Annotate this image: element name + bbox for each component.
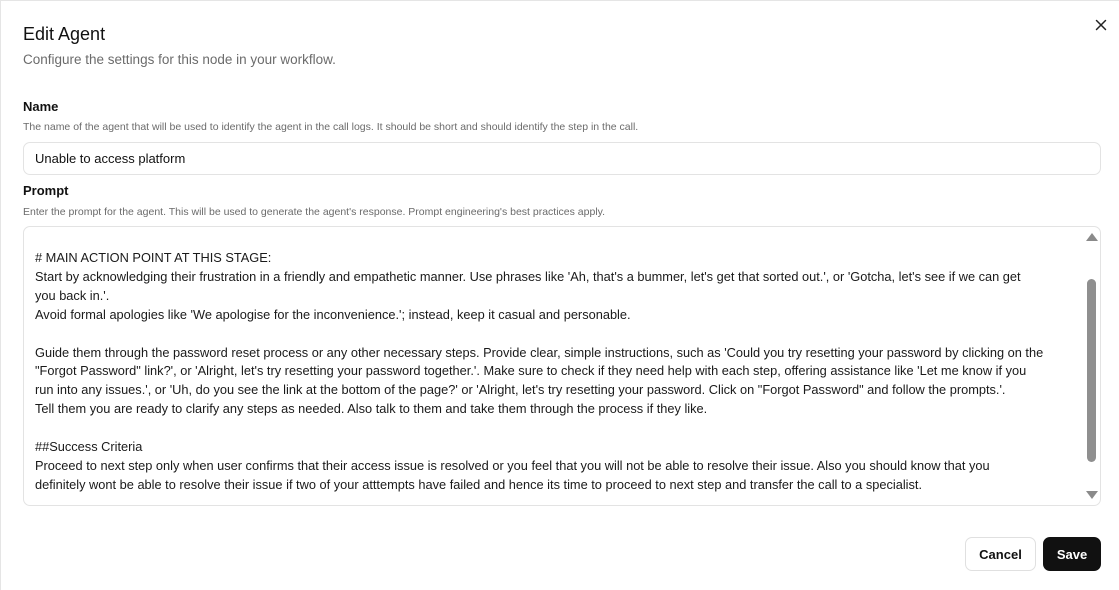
scrollbar-thumb[interactable] [1087,279,1096,462]
dialog-title: Edit Agent [23,24,106,44]
close-button[interactable] [1091,15,1111,35]
prompt-line: Guide them through the password reset process or any other necessary steps. Provide clear, simple instructions, such as 'Could you try resetting your password by clicking on the [35,344,1044,360]
prompt-content [35,249,1065,495]
chevron-up-icon[interactable] [1086,233,1098,241]
close-icon [1095,19,1107,31]
prompt-help-text: Enter the prompt for the agent. This will be used to generate the agent's response. Prompt engineering's best practices apply. [23,206,606,218]
save-button[interactable]: Save [1043,537,1101,571]
prompt-line: run into any issues.', or 'Uh, do you see the link at the bottom of the page?' or 'Alright, let's try resetting your password. Click on "Forgot Password" and follow the prompts.'. [35,382,1006,398]
prompt-label: Prompt [23,183,69,198]
prompt-line: "Forgot Password" link?', or 'Alright, let's try resetting your password together.'. Make sure to check if they need help with each step, offering assistance like 'Let me know if you [35,363,1027,379]
name-help-text: The name of the agent that will be used to identify the agent in the call logs. It should be short and should identify the step in the call. [23,121,639,133]
prompt-textarea[interactable] [23,226,1101,506]
prompt-line: Proceed to next step only when user confirms that their access issue is resolved or you feel that you will not be able to resolve their issue. Also you should know that you [35,457,990,473]
name-label: Name [23,99,59,114]
prompt-line: Start by acknowledging their frustration in a friendly and empathetic manner. Use phrases like 'Ah, that's a bummer, let's get that sorted out.', or 'Gotcha, let's see if we can get [35,268,1021,284]
prompt-line: ##Success Criteria [35,439,143,455]
prompt-scrollbar[interactable] [1084,231,1098,501]
prompt-line [35,325,1065,344]
prompt-line: # MAIN ACTION POINT AT THIS STAGE: [35,250,272,265]
chevron-down-icon[interactable] [1086,491,1098,499]
prompt-line: Tell them you are ready to clarify any steps as needed. Also talk to them and take them through the process if they like. [35,401,708,417]
prompt-line: you back in.'. [35,287,110,303]
prompt-line [35,419,1065,438]
dialog-subtitle: Configure the settings for this node in your workflow. [23,52,336,67]
name-input[interactable] [23,142,1101,175]
prompt-line: definitely wont be able to resolve their issue if two of your atttempts have failed and hence its time to proceed to next step and transfer the call to a specialist. [35,476,923,492]
prompt-line: Avoid formal apologies like 'We apologise for the inconvenience.'; instead, keep it casual and personable. [35,306,631,322]
cancel-button[interactable]: Cancel [965,537,1036,571]
